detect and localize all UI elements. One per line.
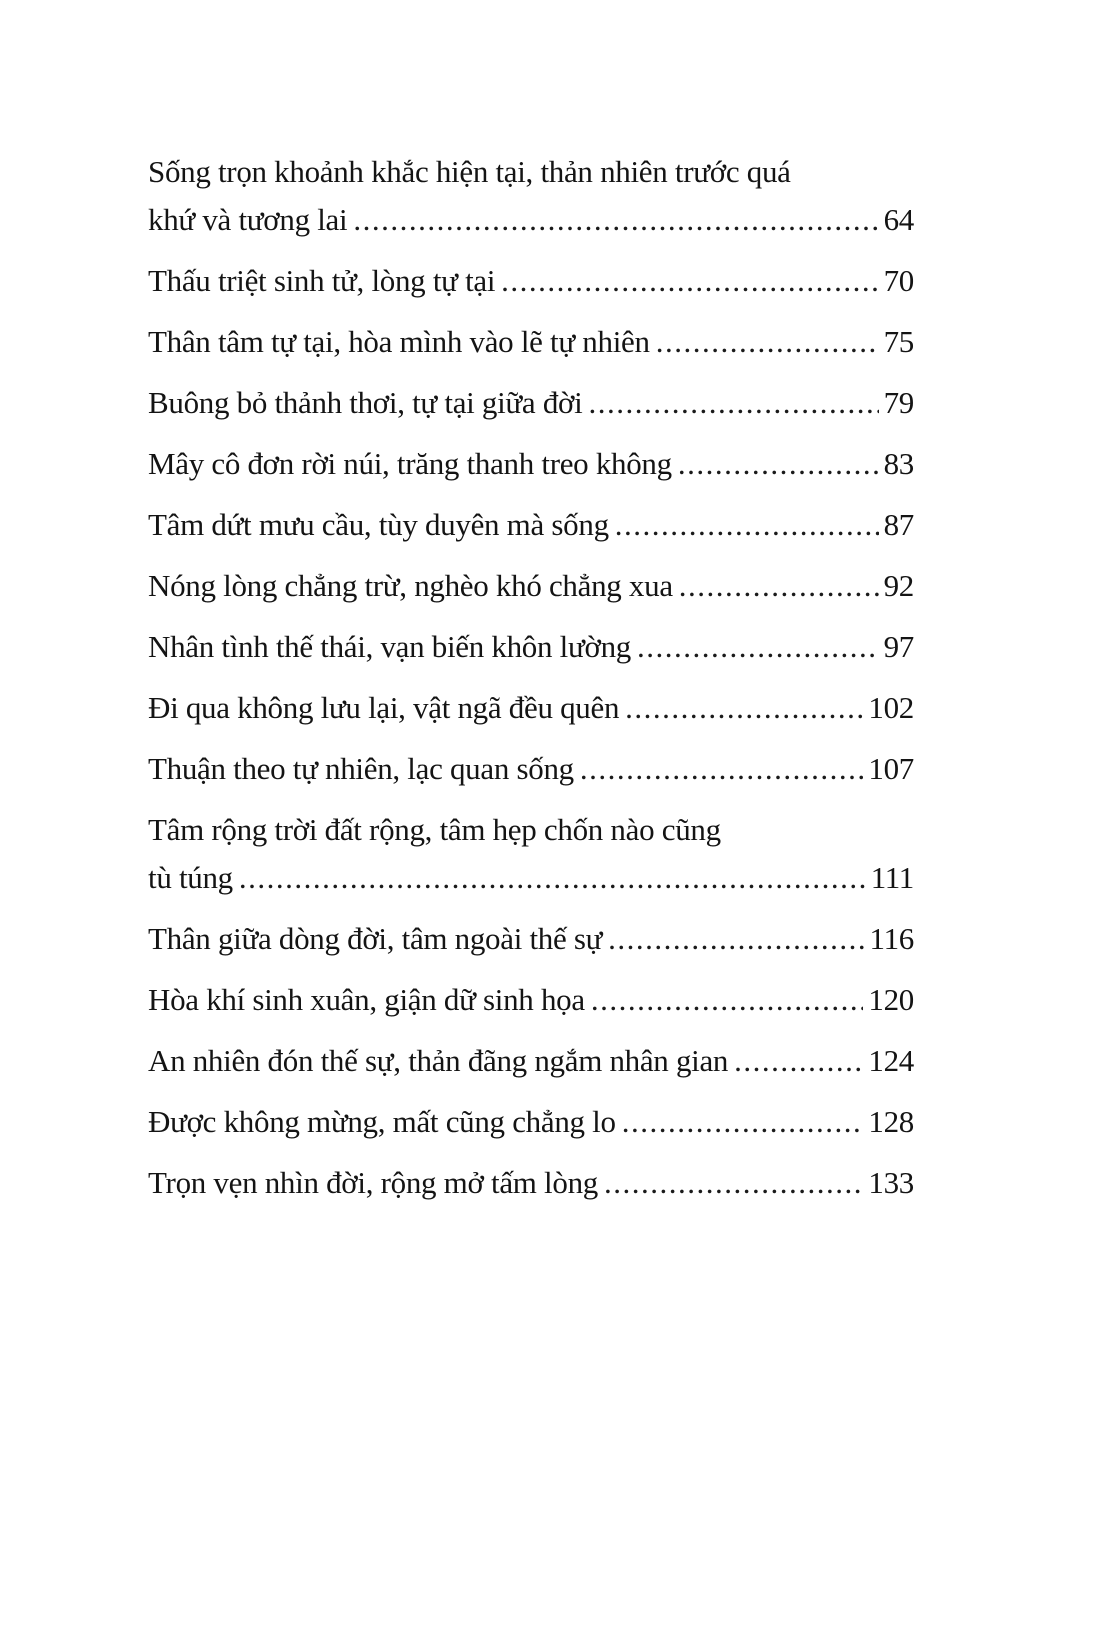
toc-entry-title: Thấu triệt sinh tử, lòng tự tại: [148, 263, 496, 298]
dot-leader: [353, 196, 878, 244]
toc-entry-title: khứ và tương lai: [148, 202, 348, 237]
toc-entry: [148, 562, 914, 610]
toc-entry: [148, 1098, 914, 1146]
toc-entry-page-number: 87: [883, 507, 914, 542]
toc-entry-page-number: 107: [868, 751, 914, 786]
toc-entry: [148, 1159, 914, 1207]
toc-entry: [148, 501, 914, 549]
toc-entry-page-number: 79: [883, 385, 914, 420]
toc-entry-page-number: 133: [868, 1165, 914, 1200]
toc-entry: [148, 684, 914, 732]
toc-entry-title: Nhân tình thế thái, vạn biến khôn lường: [148, 629, 631, 664]
dot-leader: [615, 501, 879, 549]
toc-entry: [148, 379, 914, 427]
toc-entry-row: [148, 1037, 914, 1085]
toc-entry: [148, 976, 914, 1024]
dot-leader: [604, 1159, 863, 1207]
toc-entry-title: Mây cô đơn rời núi, trăng thanh treo không: [148, 446, 672, 481]
toc-entry-row: [148, 854, 914, 902]
dot-leader: [608, 915, 864, 963]
toc-entry: [148, 440, 914, 488]
toc-entry-row: [148, 623, 914, 671]
toc-entry-title: Được không mừng, mất cũng chẳng lo: [148, 1104, 616, 1139]
toc-entry-row: [148, 745, 914, 793]
dot-leader: [637, 623, 879, 671]
toc-entry-title-line1: Sống trọn khoảnh khắc hiện tại, thản nhiên trước quá: [148, 154, 791, 189]
toc-entry-row: [148, 501, 914, 549]
toc-entry-page-number: 97: [883, 629, 914, 664]
toc-entry-row: [148, 915, 914, 963]
toc-entry-title: Thuận theo tự nhiên, lạc quan sống: [148, 751, 574, 786]
toc-entry-page-number: 75: [883, 324, 914, 359]
toc-page: [148, 148, 914, 1220]
toc-entry-page-number: 116: [869, 921, 914, 956]
toc-entry-page-number: 70: [883, 263, 914, 298]
toc-entry-row: [148, 1159, 914, 1207]
dot-leader: [734, 1037, 863, 1085]
toc-entry-title-line1: Tâm rộng trời đất rộng, tâm hẹp chốn nào cũng: [148, 812, 721, 847]
toc-entry-row: [148, 976, 914, 1024]
toc-entry-page-number: 64: [883, 202, 914, 237]
toc-entry: [148, 806, 914, 902]
dot-leader: [239, 854, 866, 902]
toc-entry-title: Hòa khí sinh xuân, giận dữ sinh họa: [148, 982, 585, 1017]
toc-entry-row: [148, 562, 914, 610]
toc-entry-page-number: 92: [883, 568, 914, 603]
dot-leader: [591, 976, 864, 1024]
dot-leader: [622, 1098, 864, 1146]
toc-entry-row: [148, 440, 914, 488]
toc-entry-page-number: 128: [868, 1104, 914, 1139]
toc-entry-title: Buông bỏ thảnh thơi, tự tại giữa đời: [148, 385, 583, 420]
toc-entry: [148, 1037, 914, 1085]
dot-leader: [580, 745, 864, 793]
dot-leader: [679, 562, 879, 610]
toc-entry-row: [148, 196, 914, 244]
toc-entry-page-number: 124: [868, 1043, 914, 1078]
toc-entry-title: Trọn vẹn nhìn đời, rộng mở tấm lòng: [148, 1165, 598, 1200]
dot-leader: [656, 318, 879, 366]
toc-entry: [148, 745, 914, 793]
toc-entry-title: An nhiên đón thế sự, thản đãng ngắm nhân gian: [148, 1043, 729, 1078]
toc-entry: [148, 257, 914, 305]
toc-entry-row: [148, 318, 914, 366]
dot-leader: [501, 257, 878, 305]
toc-entry-title: Đi qua không lưu lại, vật ngã đều quên: [148, 690, 620, 725]
toc-entry-title: Thân tâm tự tại, hòa mình vào lẽ tự nhiên: [148, 324, 650, 359]
dot-leader: [678, 440, 879, 488]
toc-list: [148, 148, 914, 1207]
toc-entry-row: [148, 684, 914, 732]
toc-entry-title: Tâm dứt mưu cầu, tùy duyên mà sống: [148, 507, 609, 542]
dot-leader: [625, 684, 863, 732]
toc-entry-row: [148, 1098, 914, 1146]
toc-entry-page-number: 102: [868, 690, 914, 725]
toc-entry: [148, 623, 914, 671]
toc-entry-page-number: 120: [868, 982, 914, 1017]
toc-entry: [148, 148, 914, 244]
toc-entry-page-number: 83: [883, 446, 914, 481]
toc-entry: [148, 915, 914, 963]
dot-leader: [588, 379, 878, 427]
toc-entry: [148, 318, 914, 366]
toc-entry-page-number: 111: [870, 860, 914, 895]
toc-entry-title: tù túng: [148, 860, 233, 895]
toc-entry-title: Nóng lòng chẳng trừ, nghèo khó chẳng xua: [148, 568, 673, 603]
toc-entry-row: [148, 257, 914, 305]
toc-entry-row: [148, 379, 914, 427]
toc-entry-title: Thân giữa dòng đời, tâm ngoài thế sự: [148, 921, 603, 956]
